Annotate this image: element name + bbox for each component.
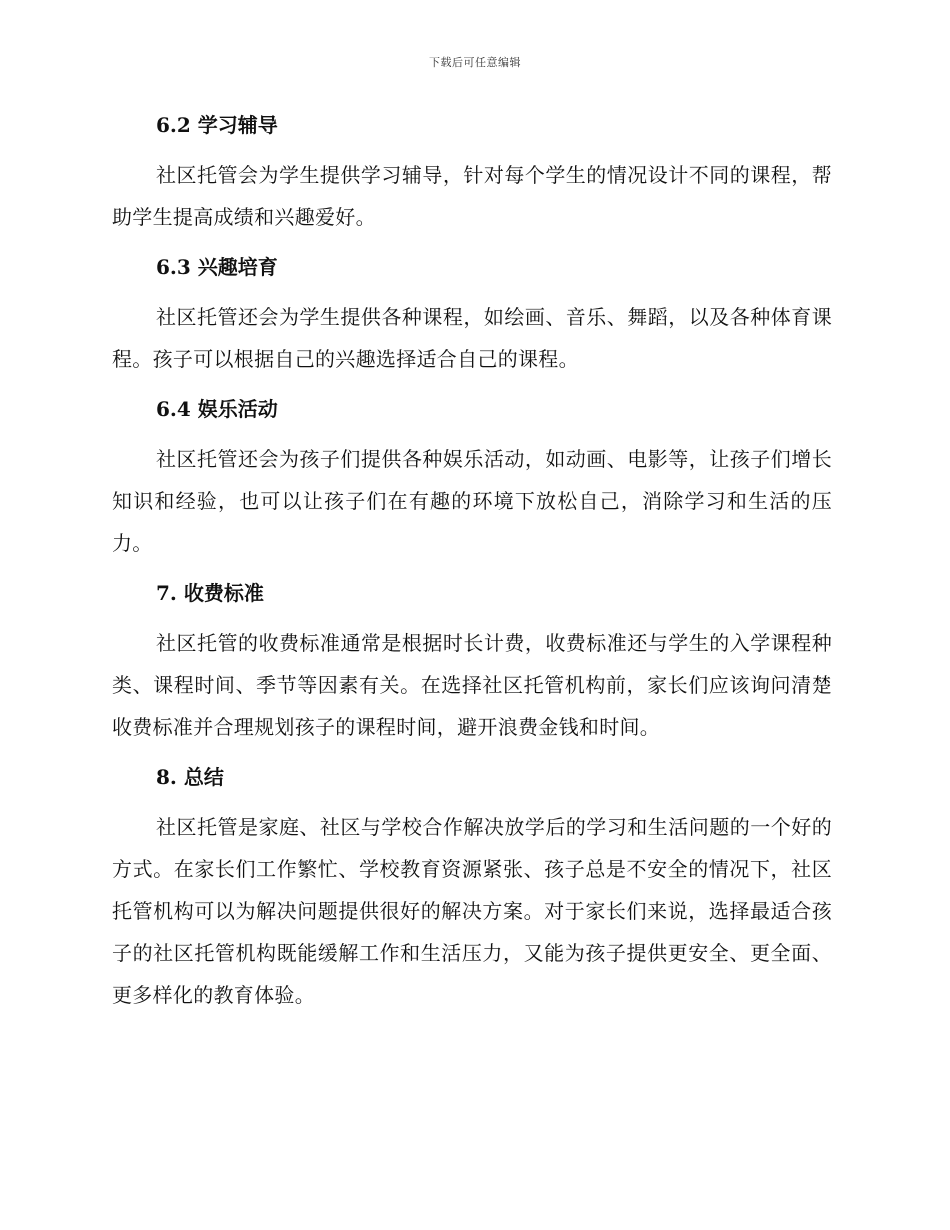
- section-7: [112, 578, 832, 748]
- section-paragraph: 社区托管的收费标准通常是根据时长计费，收费标准还与学生的入学课程种类、课程时间、季节等因素有关。在选择社区托管机构前，家长们应该询问清楚收费标准并合理规划孩子的课程时间，避开浪费金钱和时间。: [112, 631, 832, 739]
- section-6-2: [112, 110, 832, 238]
- page-header: 下载后可任意编辑: [429, 56, 521, 69]
- section-heading: 6.2 学习辅导: [156, 113, 278, 137]
- section-heading: 6.4 娱乐活动: [156, 397, 278, 421]
- section-heading: 8. 总结: [156, 765, 224, 789]
- section-heading: 6.3 兴趣培育: [156, 255, 278, 279]
- section-8: [112, 762, 832, 1016]
- section-heading: 7. 收费标准: [156, 581, 264, 605]
- section-6-4: [112, 394, 832, 564]
- section-6-3: [112, 252, 832, 380]
- section-paragraph: 社区托管还会为学生提供各种课程，如绘画、音乐、舞蹈，以及各种体育课程。孩子可以根据自己的兴趣选择适合自己的课程。: [112, 305, 832, 371]
- section-paragraph: 社区托管是家庭、社区与学校合作解决放学后的学习和生活问题的一个好的方式。在家长们工作繁忙、学校教育资源紧张、孩子总是不安全的情况下，社区托管机构可以为解决问题提供很好的解决方案。对于家长们来说，选择最适合孩子的社区托管机构既能缓解工作和生活压力，又能为孩子提供更安全、更全面、更多样化的教育体验。: [112, 815, 832, 1007]
- section-paragraph: 社区托管会为学生提供学习辅导，针对每个学生的情况设计不同的课程，帮助学生提高成绩和兴趣爱好。: [112, 163, 832, 229]
- section-paragraph: 社区托管还会为孩子们提供各种娱乐活动，如动画、电影等，让孩子们增长知识和经验，也可以让孩子们在有趣的环境下放松自己，消除学习和生活的压力。: [112, 447, 832, 555]
- document-body: [112, 110, 832, 1030]
